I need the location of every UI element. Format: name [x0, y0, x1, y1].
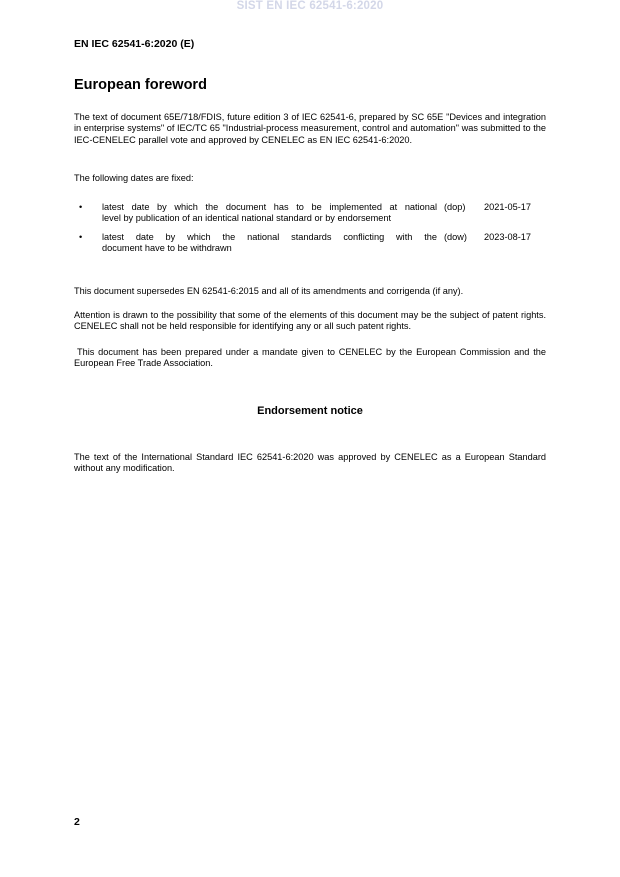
date-description-line: latest date by which the national standards conflicting with the: [102, 232, 437, 242]
date-description-line: latest date by which the document has to be implemented at national: [102, 202, 437, 212]
date-description-line: document have to be withdrawn: [102, 243, 232, 254]
date-value: 2023-08-17: [484, 232, 531, 242]
bullet-icon: •: [79, 202, 83, 212]
date-description-line: level by publication of an identical national standard or by endorsement: [102, 213, 392, 224]
bullet-icon: •: [79, 232, 83, 242]
supersedes-paragraph: This document supersedes EN 62541-6:2015 and all of its amendments and corrigenda (if any).: [74, 286, 464, 296]
foreword-title: European foreword: [74, 77, 207, 93]
date-row-dow: [74, 232, 546, 258]
dates-intro-paragraph: The following dates are fixed:: [74, 173, 194, 183]
document-id: EN IEC 62541-6:2020 (E): [74, 38, 195, 50]
patent-attention-paragraph: Attention is drawn to the possibility that some of the elements of this document may be the subject of patent rights. CENELEC shall not be held responsible for identifying any or all such patent rights.: [74, 310, 546, 332]
mandate-paragraph: This document has been prepared under a mandate given to CENELEC by the European Commission and the European Free Trade Association.: [74, 347, 546, 369]
page-number: 2: [74, 816, 80, 828]
date-code: (dop): [444, 202, 466, 212]
date-description: [102, 232, 437, 255]
date-row-dop: [74, 202, 546, 228]
date-value: 2021-05-17: [484, 202, 531, 212]
watermark: SIST EN IEC 62541-6:2020: [236, 0, 384, 12]
date-code: (dow): [444, 232, 467, 242]
date-description: [102, 202, 437, 225]
endorsement-title: Endorsement notice: [257, 405, 363, 417]
endorsement-paragraph: The text of the International Standard IEC 62541-6:2020 was approved by CENELEC as a European Standard without any modification.: [74, 452, 546, 474]
foreword-intro-paragraph: The text of document 65E/718/FDIS, future edition 3 of IEC 62541-6, prepared by SC 65E "Devices and integration in enterprise systems" of IEC/TC 65 "Industrial-process measurement, control and automation" was submitted to the IEC-CENELEC parallel vote and approved by CENELEC as EN IEC 62541-6:2020.: [74, 112, 546, 145]
